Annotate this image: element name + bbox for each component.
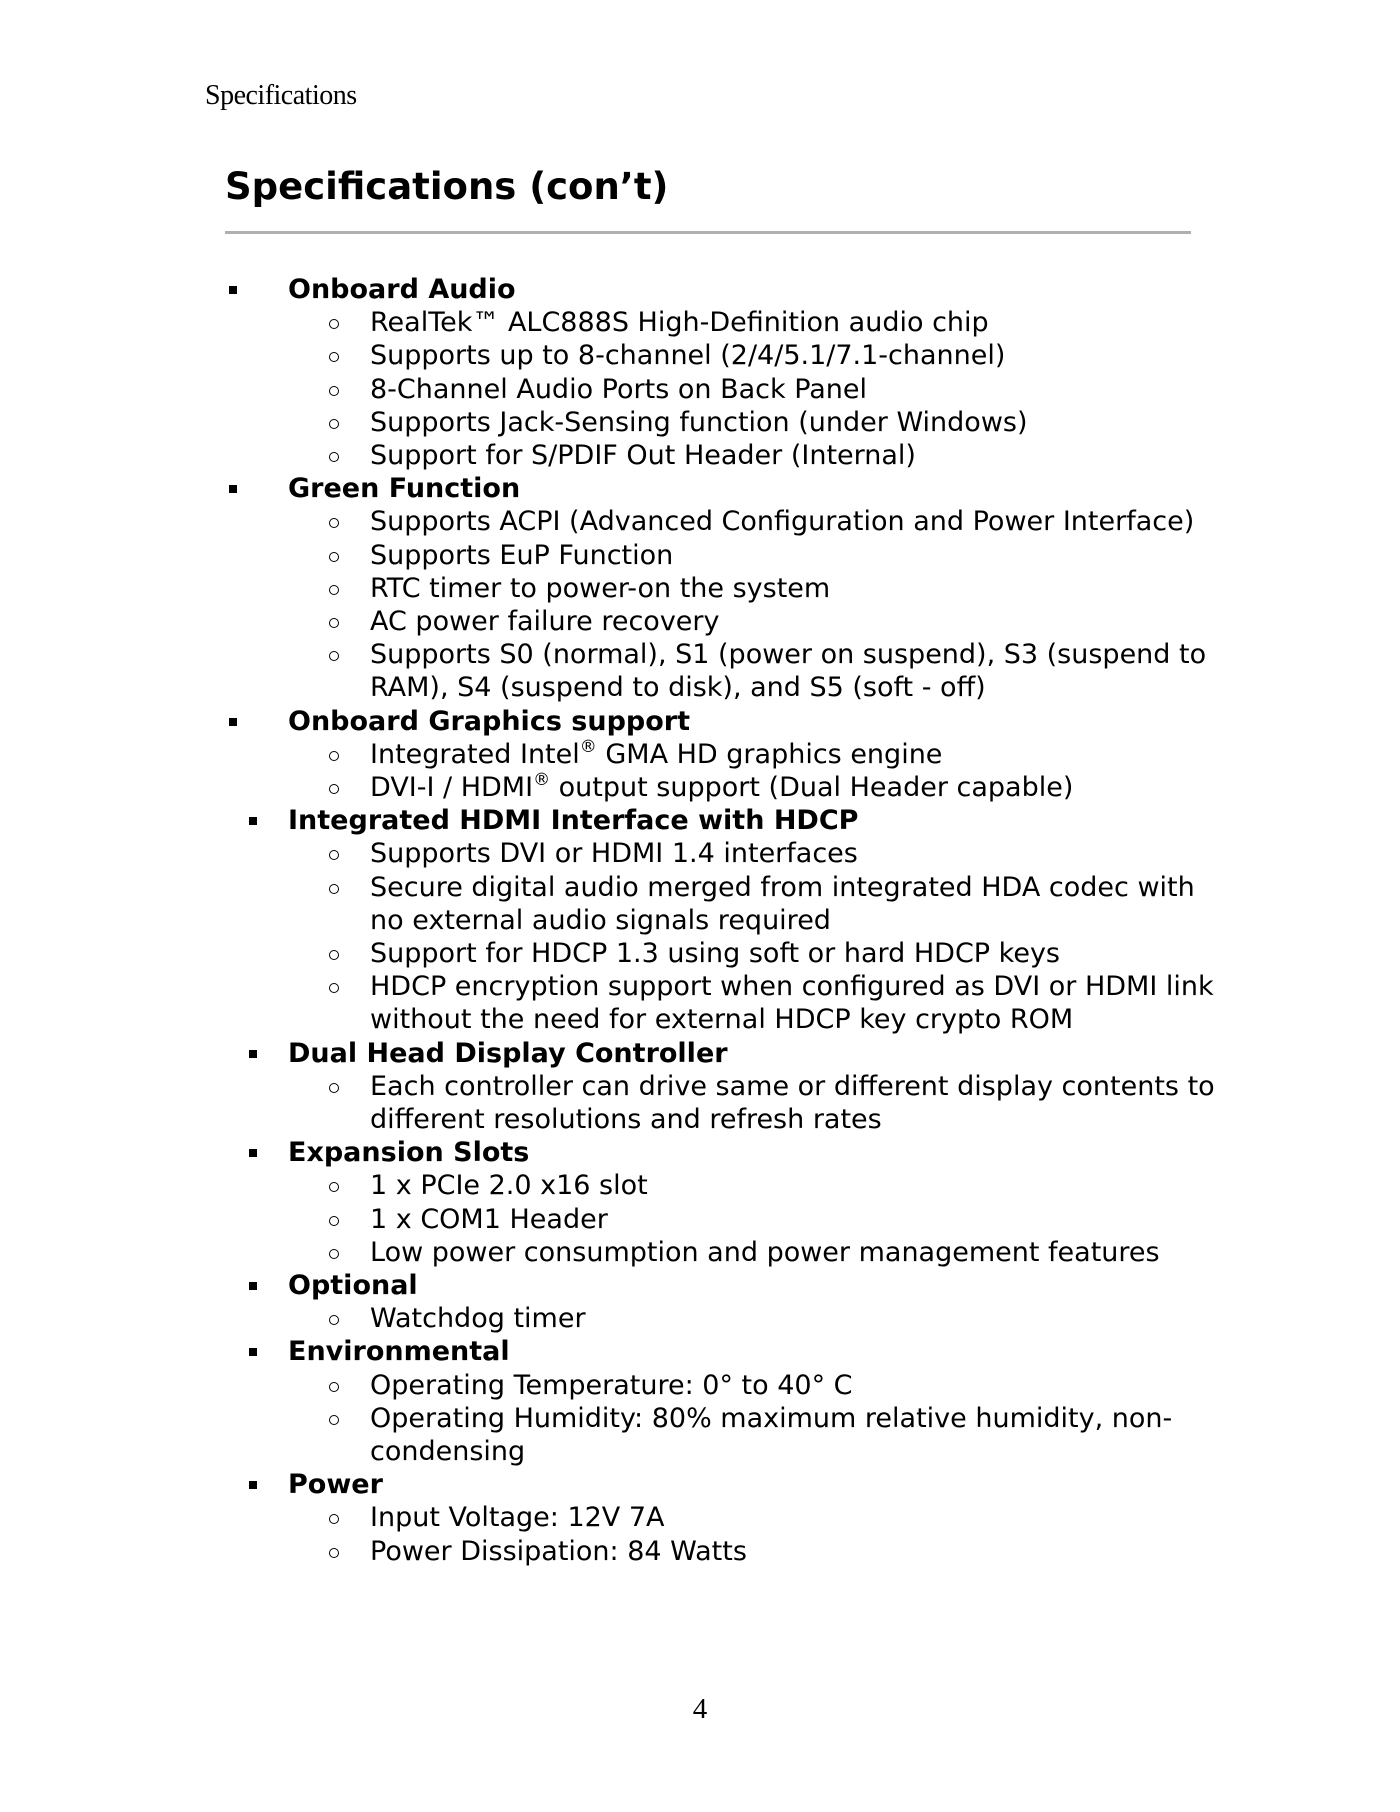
list-item [0, 572, 1400, 605]
item-text: Input Voltage: 12V 7A [370, 1502, 665, 1534]
title-divider [225, 231, 1191, 234]
specifications-list [0, 273, 1400, 1568]
square-bullet-icon [229, 718, 237, 726]
list-item [0, 1203, 1400, 1236]
list-item [0, 439, 1400, 472]
item-text: Power Dissipation: 84 Watts [370, 1535, 747, 1567]
list-item [0, 1169, 1400, 1202]
list-item [0, 505, 1400, 538]
list-item [0, 1236, 1400, 1269]
circle-bullet-icon [329, 1249, 339, 1259]
circle-bullet-icon [329, 1083, 339, 1093]
list-item [0, 373, 1400, 406]
item-text: Support for HDCP 1.3 using soft or hard HDCP keys [370, 938, 1061, 969]
list-item [0, 339, 1400, 372]
section-heading: Onboard Audio [288, 274, 516, 305]
section-onboard-audio [0, 273, 1400, 472]
square-bullet-icon [229, 286, 237, 294]
list-item [0, 638, 1400, 704]
registered-mark: ® [579, 736, 597, 757]
circle-bullet-icon [329, 784, 339, 794]
registered-mark: ® [533, 770, 551, 790]
item-text: HDCP encryption support when configured as DVI or HDMI link without the need for external HDCP key crypto ROM [370, 971, 1214, 1036]
circle-bullet-icon [329, 618, 339, 628]
list-item [0, 1535, 1400, 1568]
circle-bullet-icon [329, 419, 339, 429]
item-text: RealTek™ ALC888S High-Definition audio chip [370, 307, 989, 339]
item-text: Each controller can drive same or different display contents to different resolutions and refresh rates [370, 1070, 1215, 1135]
section-onboard-graphics [0, 705, 1400, 805]
section-heading: Dual Head Display Controller [288, 1037, 728, 1069]
circle-bullet-icon [329, 1548, 339, 1558]
item-text: Integrated Intel® GMA HD graphics engine [370, 736, 943, 770]
item-text: Operating Humidity: 80% maximum relative humidity, non-condensing [370, 1402, 1173, 1467]
list-item [0, 738, 1400, 771]
list-item [0, 837, 1400, 870]
list-item [0, 1501, 1400, 1534]
list-item [0, 306, 1400, 339]
item-text: Supports EuP Function [370, 539, 674, 571]
item-text: 1 x COM1 Header [370, 1203, 608, 1235]
item-text: RTC timer to power-on the system [370, 572, 831, 604]
item-text: Operating Temperature: 0° to 40° C [370, 1369, 853, 1401]
circle-bullet-icon [329, 552, 339, 562]
square-bullet-icon [249, 1348, 257, 1356]
section-power [0, 1468, 1400, 1568]
list-item [0, 406, 1400, 439]
section-heading: Green Function [288, 473, 521, 505]
circle-bullet-icon [329, 1382, 339, 1392]
list-item [0, 539, 1400, 572]
section-dual-head-display [0, 1037, 1400, 1137]
circle-bullet-icon [329, 983, 339, 993]
list-item [0, 871, 1400, 937]
circle-bullet-icon [329, 1415, 339, 1425]
circle-bullet-icon [329, 1216, 339, 1226]
square-bullet-icon [249, 1282, 257, 1290]
section-heading: Onboard Graphics support [288, 705, 691, 737]
item-text: Supports up to 8-channel (2/4/5.1/7.1-channel) [370, 340, 1006, 372]
circle-bullet-icon [329, 751, 339, 761]
section-heading: Environmental [288, 1336, 510, 1368]
list-item [0, 1369, 1400, 1402]
item-text: DVI-I / HDMI® output support (Dual Header capable) [370, 770, 1074, 803]
item-text: Low power consumption and power management features [370, 1236, 1160, 1268]
circle-bullet-icon [329, 651, 339, 661]
circle-bullet-icon [329, 319, 339, 329]
circle-bullet-icon [329, 585, 339, 595]
running-header: Specifications [205, 80, 357, 111]
list-item [0, 605, 1400, 638]
circle-bullet-icon [329, 884, 339, 894]
item-text: 1 x PCIe 2.0 x16 slot [370, 1170, 648, 1202]
circle-bullet-icon [329, 850, 339, 860]
section-environmental [0, 1335, 1400, 1468]
circle-bullet-icon [329, 452, 339, 462]
square-bullet-icon [249, 1481, 257, 1489]
section-hdmi-interface [0, 804, 1400, 1036]
circle-bullet-icon [329, 1182, 339, 1192]
section-green-function [0, 472, 1400, 704]
page-title: Specifications (con’t) [225, 165, 669, 208]
item-text: AC power failure recovery [370, 606, 720, 637]
circle-bullet-icon [329, 950, 339, 960]
section-heading: Optional [288, 1270, 418, 1301]
item-text: Supports S0 (normal), S1 (power on suspend), S3 (suspend to RAM), S4 (suspend to disk), and S5 (soft - off) [370, 639, 1207, 704]
section-optional [0, 1269, 1400, 1335]
square-bullet-icon [249, 1149, 257, 1157]
section-heading: Expansion Slots [288, 1137, 530, 1169]
circle-bullet-icon [329, 1315, 339, 1325]
circle-bullet-icon [329, 518, 339, 528]
item-text: Supports ACPI (Advanced Configuration and Power Interface) [370, 506, 1195, 538]
page-number: 4 [692, 1693, 708, 1725]
item-text: Supports Jack-Sensing function (under Windows) [370, 406, 1028, 438]
circle-bullet-icon [329, 352, 339, 362]
item-text: Watchdog timer [370, 1303, 586, 1335]
section-expansion-slots [0, 1136, 1400, 1269]
circle-bullet-icon [329, 386, 339, 396]
square-bullet-icon [249, 1050, 257, 1058]
item-text: Support for S/PDIF Out Header (Internal) [370, 440, 916, 471]
item-text: Secure digital audio merged from integrated HDA codec with no external audio signals required [370, 871, 1195, 936]
list-item [0, 937, 1400, 970]
item-text: 8-Channel Audio Ports on Back Panel [370, 373, 868, 405]
item-text: Supports DVI or HDMI 1.4 interfaces [370, 838, 858, 870]
square-bullet-icon [229, 485, 237, 493]
section-heading: Integrated HDMI Interface with HDCP [288, 805, 859, 837]
list-item [0, 1402, 1400, 1468]
list-item [0, 1070, 1400, 1136]
square-bullet-icon [249, 817, 257, 825]
list-item [0, 970, 1400, 1036]
list-item [0, 1302, 1400, 1335]
section-heading: Power [288, 1469, 383, 1501]
circle-bullet-icon [329, 1514, 339, 1524]
list-item [0, 771, 1400, 804]
